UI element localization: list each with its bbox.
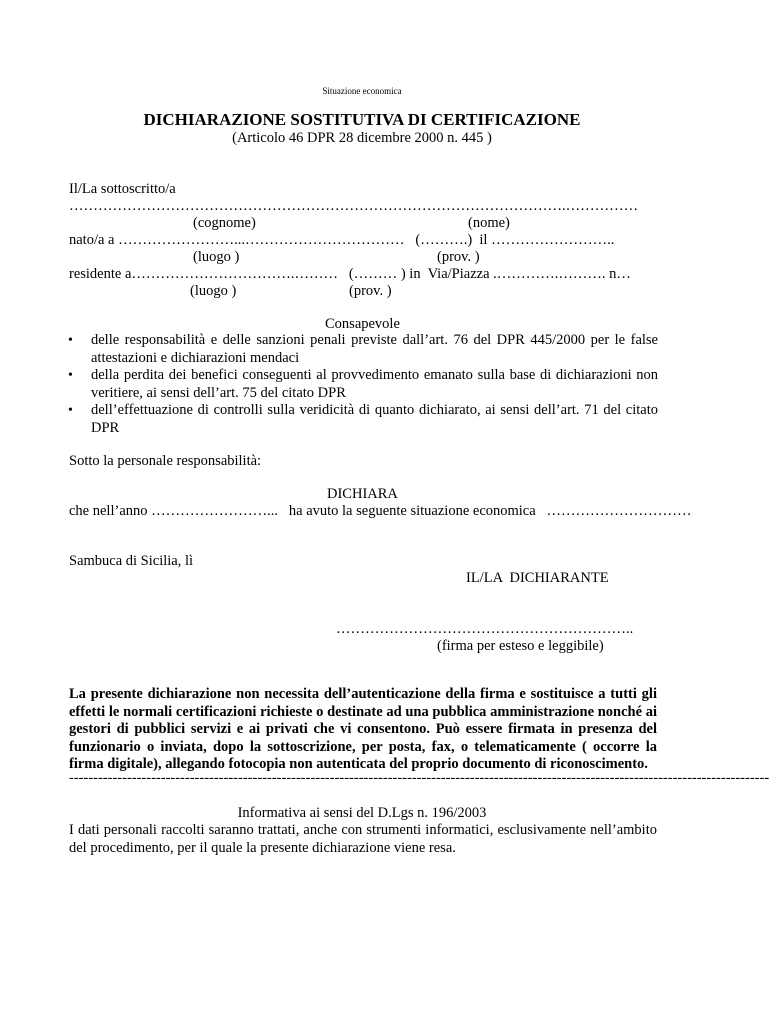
document-title: DICHIARAZIONE SOSTITUTIVA DI CERTIFICAZIONE [143, 110, 581, 129]
dichiara-line: che nell’anno ……………………... ha avuto la seguente situazione economica ………………………… [69, 503, 692, 519]
dichiara-heading: DICHIARA [327, 486, 398, 502]
cognome-caption: (cognome) [193, 215, 256, 231]
consapevole-list [66, 332, 658, 437]
signature-caption: (firma per esteso e leggibile) [437, 638, 604, 654]
consapevole-heading: Consapevole [325, 316, 400, 332]
list-item: • delle responsabilità e delle sanzioni penali previste dall’art. 76 del DPR 445/2000 per le false attestazioni e dichiarazioni mendaci [66, 332, 658, 367]
list-item: • dell’effettuazione di controlli sulla veridicità di quanto dichiarato, ai sensi dell’art. 71 del citato DPR [66, 402, 658, 437]
legal-notice: La presente dichiarazione non necessita dell’autenticazione della firma e sostituisce a tutti gli effetti le normali certificazioni richieste o destinate ad una pubblica amministrazione nonché ai gestori di pubblici servizi e ai privati che vi consentono. Può essere firmata in presenza del funzionario o inviata, dopo la sottoscrizione, per posta, fax, o telematicamente ( occorre la firma digitale), allegando fotocopia non autenticata del proprio documento di riconoscimento. [69, 686, 657, 773]
privacy-text: I dati personali raccolti saranno trattati, anche con strumenti informatici, esclusivamente nell’ambito del procedimento, per il quale la presente dichiarazione viene resa. [69, 822, 657, 856]
sottoscritto-label: Il/La sottoscritto/a [69, 181, 176, 197]
place-date-label: Sambuca di Sicilia, lì [69, 553, 194, 569]
name-field-dots: ………………………………………………………………………………………….…………… [69, 198, 639, 214]
list-item: • della perdita dei benefici conseguenti al provvedimento emanato sulla base di dichiarazioni non veritiere, ai sensi dell’art. 75 del citato DPR [66, 367, 658, 402]
birth-line: nato/a a ……………………...…………………………… (……….) il …………………….. [69, 232, 615, 248]
birth-luogo-caption: (luogo ) [193, 249, 240, 265]
privacy-heading: Informativa ai sensi del D.Lgs n. 196/2003 [237, 805, 487, 821]
separator-line: ------------------------------------------------------------------------------------------------------------------------------------------------- [69, 770, 769, 786]
responsabilita-text: Sotto la personale responsabilità: [69, 453, 262, 469]
birth-prov-caption: (prov. ) [437, 249, 480, 265]
document-header: Situazione economica [322, 86, 402, 96]
nome-caption: (nome) [468, 215, 510, 231]
signature-line: …………………………………………………….. [336, 621, 634, 637]
dichiarante-label: IL/LA DICHIARANTE [466, 570, 609, 586]
document-subtitle: (Articolo 46 DPR 28 dicembre 2000 n. 445 ) [232, 130, 492, 146]
residence-prov-caption: (prov. ) [349, 283, 392, 299]
residence-line: residente a…………………………….……… (……… ) in Via/Piazza .………….………. n… [69, 266, 631, 282]
residence-luogo-caption: (luogo ) [190, 283, 237, 299]
